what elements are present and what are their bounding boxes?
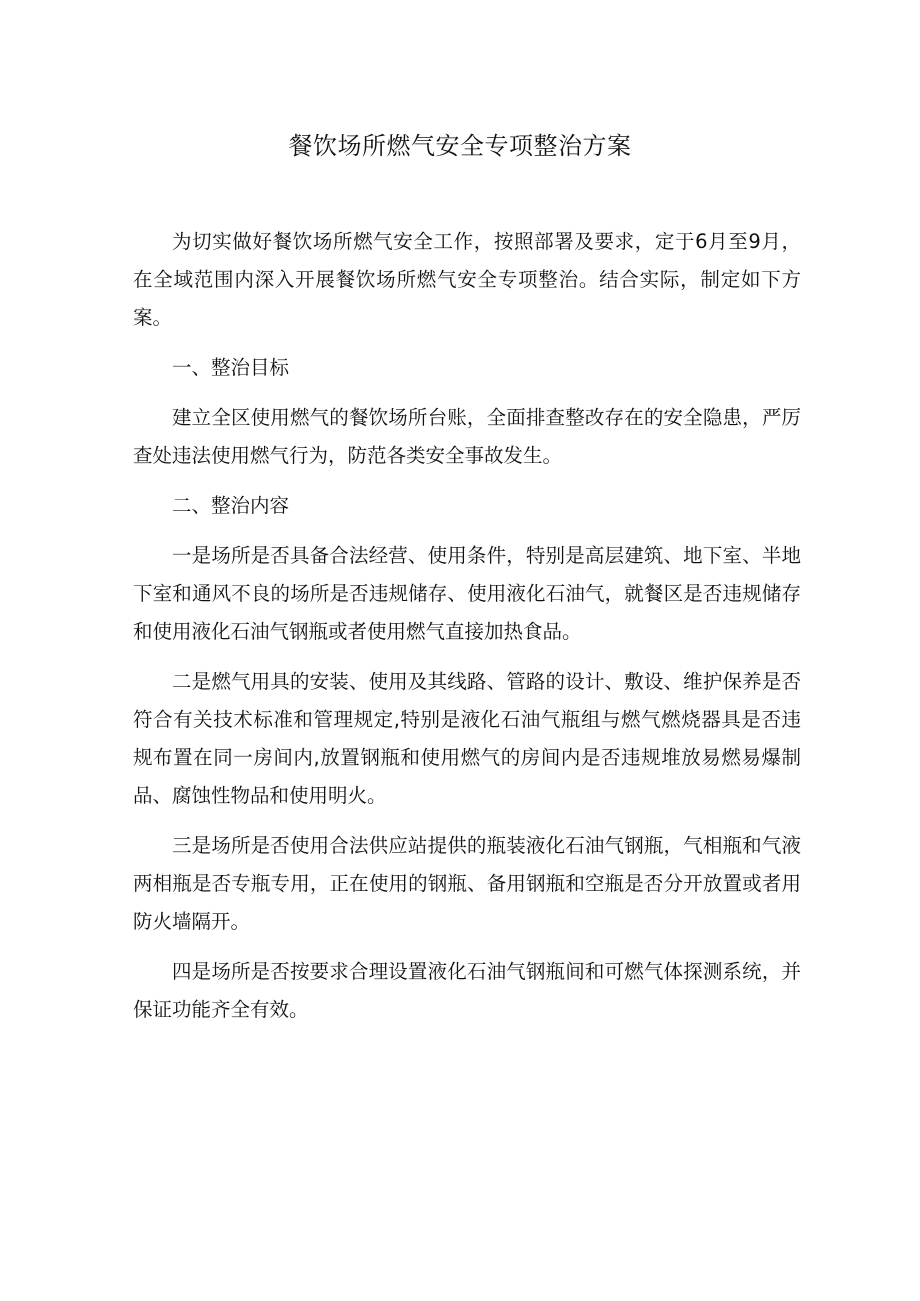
document-title: 餐饮场所燃气安全专项整治方案 [288, 132, 632, 160]
document-body [133, 223, 801, 1041]
intro-paragraph: 为切实做好餐饮场所燃气安全工作，按照部署及要求，定于6月至9月，在全域范围内深入开展餐饮场所燃气安全专项整治。结合实际，制定如下方案。 [133, 230, 801, 329]
content-item-2: 二是燃气用具的安装、使用及其线路、管路的设计、敷设、维护保养是否符合有关技术标准和管理规定,特别是液化石油气瓶组与燃气燃烧器具是否违规布置在同一房间内,放置钢瓶和使用燃气的房间内是否违规堆放易燃易爆制品、腐蚀性物品和使用明火。 [133, 670, 801, 807]
content-item-1: 一是场所是否具备合法经营、使用条件，特别是高层建筑、地下室、半地下室和通风不良的场所是否违规储存、使用液化石油气，就餐区是否违规储存和使用液化石油气钢瓶或者使用燃气直接加热食品。 [133, 544, 801, 643]
goals-paragraph: 建立全区使用燃气的餐饮场所台账，全面排查整改存在的安全隐患，严厉查处违法使用燃气行为，防范各类安全事故发生。 [133, 406, 801, 467]
content-item-3: 三是场所是否使用合法供应站提供的瓶装液化石油气钢瓶，气相瓶和气液两相瓶是否专瓶专用，正在使用的钢瓶、备用钢瓶和空瓶是否分开放置或者用防火墙隔开。 [133, 834, 801, 933]
section-heading-content: 二、整治内容 [172, 494, 290, 517]
content-item-4: 四是场所是否按要求合理设置液化石油气钢瓶间和可燃气体探测系统，并保证功能齐全有效。 [133, 960, 801, 1021]
section-heading-goals: 一、整治目标 [172, 356, 290, 379]
